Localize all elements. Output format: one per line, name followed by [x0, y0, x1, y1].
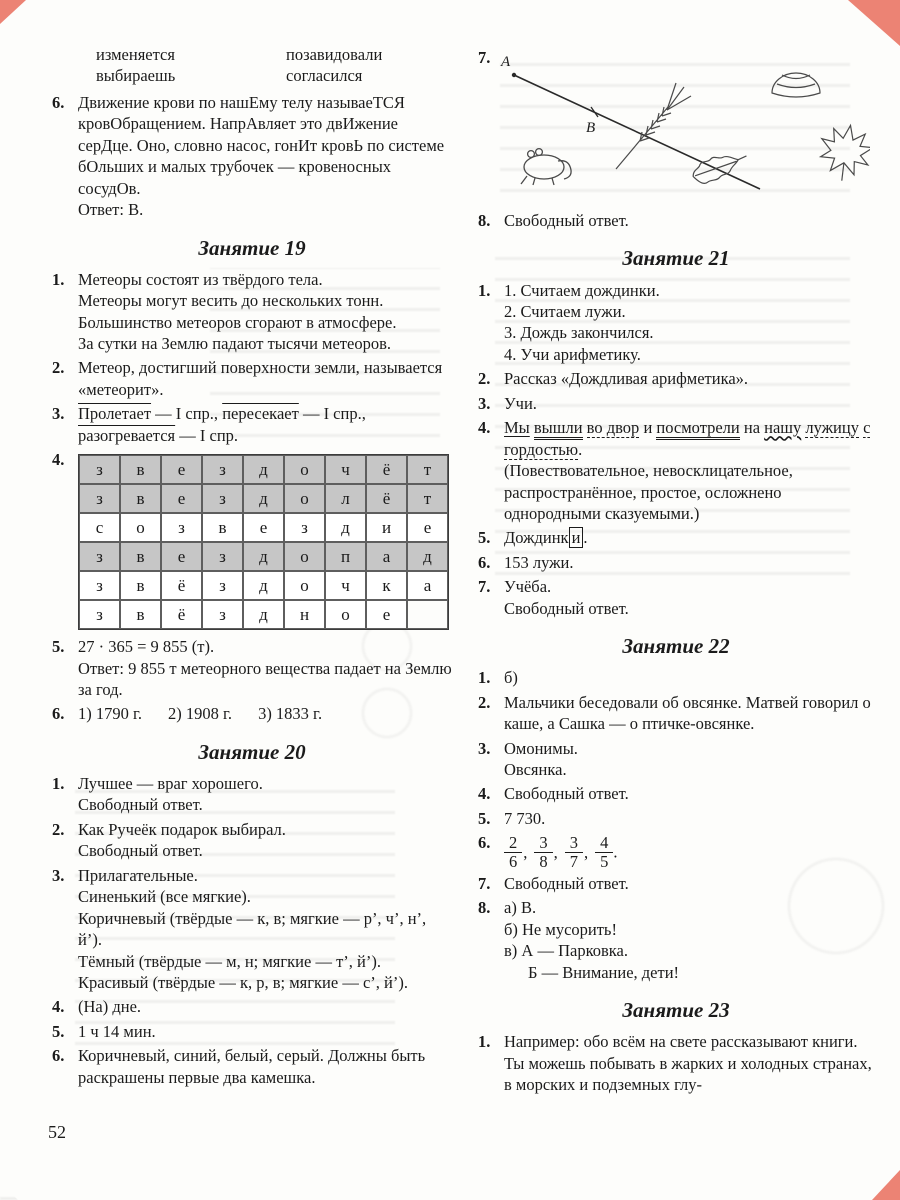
crossword-cell: д: [407, 542, 448, 571]
answer-item: [52, 773, 452, 816]
text-segment: вышли: [534, 418, 583, 440]
crossword-cell: о: [284, 571, 325, 600]
item-number: 6.: [52, 1046, 65, 1066]
crossword-cell: о: [284, 455, 325, 484]
item-text: 153 лужи.: [504, 552, 574, 572]
item-number: 2.: [52, 358, 65, 378]
conjugation-line: [78, 403, 452, 446]
crossword-row: [79, 513, 448, 542]
sentence-analysis: (Повествовательное, невосклицательное, распространённое, простое, осложнено однородными сказуемыми.): [504, 461, 793, 523]
crossword-cell: в: [120, 571, 161, 600]
item-line: Лучшее — враг хорошего.: [78, 774, 263, 794]
crossword-cell: е: [161, 455, 202, 484]
answer-item: [52, 1045, 452, 1088]
frog-icon: [521, 149, 571, 185]
item-number: 2.: [52, 819, 65, 839]
lesson-heading-19: Занятие 19: [198, 235, 306, 260]
answer-item: [478, 808, 874, 829]
answer-item: [52, 996, 452, 1017]
crossword-cell: д: [243, 455, 284, 484]
item-text: Например: обо всём на свете рассказывают книги. Ты можешь побывать в жарких и холодных странах, в морских и подземных глу-: [504, 1032, 872, 1095]
answer-item-illustration: [478, 47, 874, 207]
item-number: 7.: [478, 873, 491, 893]
scan-corner-top-left: [0, 0, 26, 24]
item-number: 2.: [478, 369, 491, 389]
lesson-heading-22: Занятие 22: [622, 634, 730, 659]
crossword-cell: е: [243, 513, 284, 542]
fraction-separator: ,: [553, 842, 558, 862]
item-text: Свободный ответ.: [504, 211, 629, 230]
item-text: б): [504, 668, 518, 688]
item-number: 5.: [52, 637, 65, 657]
item-line: Свободный ответ.: [504, 598, 629, 618]
crossword-cell: о: [120, 513, 161, 542]
item-number: 5.: [478, 808, 491, 828]
answer-item: [478, 667, 874, 688]
crossword-cell: д: [243, 571, 284, 600]
answer-word: изменяется: [96, 45, 175, 64]
scan-corner-bottom-right: [872, 1170, 900, 1200]
item-number: 3.: [478, 393, 491, 413]
crossword-cell: ё: [366, 455, 407, 484]
item-number: 6.: [52, 92, 65, 112]
text-segment: посмотрели: [656, 418, 739, 440]
item-text: Метеор, достигший поверхности земли, называется «метеорит».: [78, 358, 443, 399]
crossword-cell: т: [407, 455, 448, 484]
carryover-answer-words: [52, 44, 452, 87]
item-text: 7 730.: [504, 808, 546, 828]
crossword-cell: з: [284, 513, 325, 542]
crossword-cell: ч: [325, 571, 366, 600]
text-segment: и: [639, 418, 657, 438]
crossword-row: [79, 542, 448, 571]
fraction-separator: ,: [584, 842, 589, 862]
crossword-cell: п: [325, 542, 366, 571]
item-line: а) В.: [504, 898, 537, 918]
answer-item: [478, 783, 874, 804]
two-column-layout: [52, 44, 874, 1099]
item-number: 1.: [52, 774, 65, 794]
fraction: $\frac{2}{6}$: [504, 834, 522, 870]
crossword-row: [79, 484, 448, 513]
fraction: $\frac{3}{8}$: [534, 834, 552, 870]
item-number: 3.: [52, 404, 65, 424]
item-line: Метеоры могут весить до нескольких тонн.: [78, 291, 384, 311]
year-answers: [78, 703, 452, 724]
crossword-cell: т: [407, 484, 448, 513]
text-segment: — I спр.,: [298, 404, 366, 424]
item-line: За сутки на Землю падают тысячи метеоров.: [78, 333, 391, 353]
plan-line: 2. Считаем лужи.: [504, 302, 626, 322]
answer-item-fractions: [478, 832, 874, 870]
item-line: в) А — Парковка.: [504, 941, 628, 961]
lesson-heading-23: Занятие 23: [622, 998, 730, 1023]
crossword-cell: а: [407, 571, 448, 600]
item-text: Свободный ответ.: [504, 784, 629, 804]
point-a-label: А: [501, 54, 511, 70]
crossword-row: [79, 571, 448, 600]
item-number: 7.: [478, 577, 491, 597]
item-number: 7.: [478, 48, 491, 67]
plan-line: 3. Дождь закончился.: [504, 323, 654, 343]
right-column: [478, 44, 874, 1099]
crossword-cell: [407, 600, 448, 629]
item-text: (На) дне.: [78, 997, 142, 1017]
item-line: Омонимы.: [504, 738, 578, 758]
crossword-cell: д: [243, 542, 284, 571]
scan-corner-top-right: [848, 0, 900, 46]
answer-item: [478, 280, 874, 366]
text-segment: Пролетает: [78, 404, 152, 424]
scan-corner-bottom-left: [0, 1182, 18, 1200]
crossword-cell: ч: [325, 455, 366, 484]
text-segment: лужицу: [805, 418, 859, 438]
calculation-line: 27 · 365 = 9 855 (т).: [78, 637, 215, 657]
text-segment: разогревается: [78, 425, 176, 445]
crossword-cell: д: [243, 600, 284, 629]
crossword-cell: в: [120, 455, 161, 484]
year-answer: 1) 1790 г.: [78, 704, 143, 724]
answer-item: [52, 703, 452, 724]
answer-item: [478, 1031, 874, 1095]
crossword-cell: д: [243, 484, 284, 513]
answer-item: [52, 865, 452, 994]
left-column: [52, 44, 452, 1099]
answer-item: [478, 393, 874, 414]
item-line: Овсянка.: [504, 760, 567, 780]
crossword-cell: с: [79, 513, 120, 542]
answer-item: [52, 269, 452, 355]
word-tail: .: [583, 528, 588, 548]
text-segment: — I спр.,: [151, 404, 223, 424]
answer-item: [52, 357, 452, 400]
word-stem: Дождинк: [504, 528, 569, 548]
answer-item-6-intro: [52, 92, 452, 221]
item-answer: Ответ: В.: [78, 200, 144, 220]
item-number: 4.: [478, 784, 491, 804]
crossword-cell: н: [284, 600, 325, 629]
parsed-sentence: [504, 417, 874, 460]
fraction-separator: ,: [523, 842, 528, 862]
item-text: Движение крови по нашЕму телу называеТСЯ кровОбращением. НапрАвляет это двИжение серДце. Оно, словно насос, гонИт кровЬ по системе бОльших и малых трубочек — кровеносных сосудОв.: [78, 92, 445, 198]
item-line: Синенький (все мягкие).: [78, 887, 251, 907]
year-answer: 2) 1908 г.: [168, 704, 233, 724]
crossword-cell: е: [366, 600, 407, 629]
item-text: Рассказ «Дождливая арифметика».: [504, 369, 749, 389]
plan-line: 1. Считаем дождинки.: [504, 280, 660, 300]
word-ending-boxed: и: [569, 527, 584, 548]
crossword-cell: и: [366, 513, 407, 542]
answer-item-parsed-sentence: [478, 417, 874, 524]
crossword-row: [79, 600, 448, 629]
answer-item: [478, 873, 874, 894]
crossword-cell: е: [407, 513, 448, 542]
crossword-row: [79, 455, 448, 484]
crossword-cell: л: [325, 484, 366, 513]
word-column-2: [286, 44, 382, 87]
crossword-cell: з: [202, 455, 243, 484]
answer-item: [478, 210, 874, 231]
item-text: Коричневый, синий, белый, серый. Должны быть раскрашены первые два камешка.: [78, 1046, 426, 1087]
text-segment: — I спр.: [175, 425, 239, 445]
item-number: 2.: [478, 692, 491, 712]
lesson-heading-21: Занятие 21: [622, 246, 730, 271]
item-line: Тёмный (твёрдые — м, н; мягкие — т’, й’).: [78, 951, 381, 971]
item-line: Большинство метеоров сгорают в атмосфере.: [78, 312, 397, 332]
item-number: 1.: [478, 668, 491, 688]
text-segment: пересекает: [222, 404, 299, 424]
item-number: 5.: [52, 1021, 65, 1041]
crossword-cell: з: [79, 571, 120, 600]
answer-item: [478, 738, 874, 781]
crossword-cell: о: [284, 542, 325, 571]
text-segment: во двор: [586, 418, 640, 438]
crossword-cell: к: [366, 571, 407, 600]
item-text: Учи.: [504, 393, 537, 413]
item-text: Мальчики беседовали об овсянке. Матвей говорил о каше, а Сашка — о птичке-овсянке.: [504, 692, 871, 734]
word-column-1: [96, 44, 286, 87]
fraction: $\frac{4}{5}$: [595, 834, 613, 870]
crossword-cell: а: [366, 542, 407, 571]
item-number: 5.: [478, 528, 491, 548]
item-answer: Ответ: 9 855 т метеорного вещества падает на Землю за год.: [78, 658, 452, 700]
answer-word: выбираешь: [96, 66, 176, 86]
crossword-cell: з: [79, 484, 120, 513]
crossword-cell: е: [161, 484, 202, 513]
crossword-cell: з: [202, 600, 243, 629]
text-segment: Мы: [504, 418, 530, 438]
plan-line: 4. Учи арифметику.: [504, 344, 641, 364]
crossword-cell: з: [79, 542, 120, 571]
item-number: 1.: [478, 280, 491, 300]
crossword-cell: е: [161, 542, 202, 571]
answer-item: [478, 576, 874, 619]
answer-word: согласился: [286, 66, 363, 86]
item-line: Как Ручеёк подарок выбирал.: [78, 819, 286, 839]
answer-item: [478, 897, 874, 983]
answer-item: [52, 819, 452, 862]
item-number: 4.: [478, 418, 491, 438]
item-line: Метеоры состоят из твёрдого тела.: [78, 269, 323, 289]
text-segment: нашу: [764, 418, 802, 438]
crossword-cell: в: [202, 513, 243, 542]
crossword-cell: д: [325, 513, 366, 542]
item-number: 1.: [478, 1032, 491, 1052]
answer-item: [478, 368, 874, 389]
answer-item: [52, 403, 452, 446]
crossword-cell: о: [284, 484, 325, 513]
item-number: 6.: [478, 552, 491, 572]
crossword-cell: з: [202, 571, 243, 600]
item-number: 8.: [478, 898, 491, 918]
item-number: 3.: [478, 738, 491, 758]
crossword-cell: ё: [161, 571, 202, 600]
crossword-cell: о: [325, 600, 366, 629]
item-line: Б — Внимание, дети!: [528, 962, 680, 982]
crossword-grid: [78, 454, 449, 630]
lesson-heading-20: Занятие 20: [198, 739, 306, 764]
item-number: 6.: [52, 704, 65, 724]
fraction: $\frac{3}{7}$: [565, 834, 583, 870]
maple-leaf-icon: [815, 121, 870, 185]
item-line: Учёба.: [504, 577, 552, 597]
item-line: Свободный ответ.: [78, 841, 203, 861]
answer-item-crossword: [52, 449, 452, 633]
item-line: Прилагательные.: [78, 865, 198, 885]
item-number: 4.: [52, 450, 65, 470]
answer-item-morpheme: [478, 527, 874, 548]
item-line: Свободный ответ.: [78, 795, 203, 815]
item-number: 6.: [478, 833, 491, 853]
text-segment: с гордостью: [504, 418, 871, 459]
fractions-answer: [504, 832, 874, 870]
fraction-tail: .: [613, 842, 618, 862]
answer-item: [478, 692, 874, 735]
item-number: 8.: [478, 211, 491, 230]
item-text: 1 ч 14 мин.: [78, 1021, 156, 1041]
wheat-spikelet-icon: [616, 83, 691, 169]
item-text: Свободный ответ.: [504, 873, 629, 893]
text-segment: на: [739, 418, 765, 438]
item-number: 1.: [52, 269, 65, 289]
segment-with-objects-illustration: [498, 49, 870, 207]
year-answer: 3) 1833 г.: [258, 704, 323, 724]
item-number: 4.: [52, 997, 65, 1017]
point-b-label: В: [586, 120, 596, 136]
item-number: 3.: [52, 865, 65, 885]
crossword-cell: ё: [366, 484, 407, 513]
item-line: Коричневый (твёрдые — к, в; мягкие — р’, ч’, н’, й’).: [78, 908, 427, 950]
text-segment: .: [578, 439, 583, 459]
crossword-cell: з: [202, 484, 243, 513]
answer-word: позавидовали: [286, 45, 383, 64]
item-line: Красивый (твёрдые — к, р, в; мягкие — с’, й’).: [78, 972, 408, 992]
crossword-cell: ё: [161, 600, 202, 629]
crossword-cell: в: [120, 542, 161, 571]
crossword-cell: в: [120, 484, 161, 513]
crossword-cell: з: [79, 455, 120, 484]
answer-item: [52, 1021, 452, 1042]
item-line: б) Не мусорить!: [504, 919, 617, 939]
crossword-cell: з: [79, 600, 120, 629]
crossword-cell: з: [161, 513, 202, 542]
answer-item: [478, 552, 874, 573]
crossword-cell: в: [120, 600, 161, 629]
shell-icon: [772, 73, 820, 97]
crossword-cell: з: [202, 542, 243, 571]
answer-item: [52, 636, 452, 700]
page-number: 52: [48, 1121, 66, 1142]
